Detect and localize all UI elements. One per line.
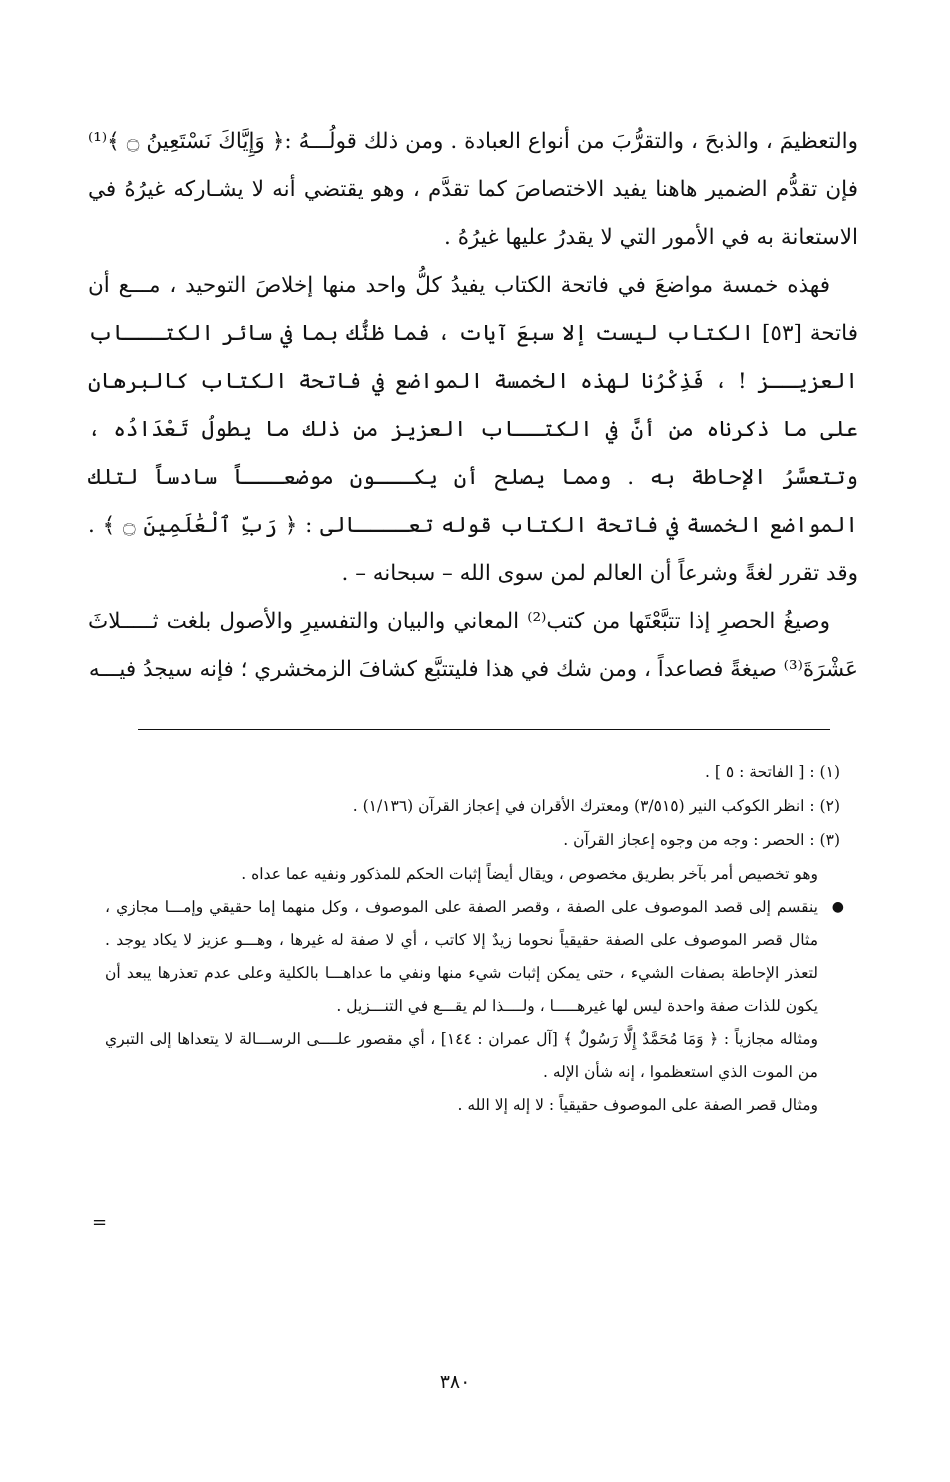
footnote-3-metaphorical-example: ومثاله مجازياً : ﴿ وَمَا مُحَمَّدٌ إِلَّا رَسُولٌ ﴾ [آل عمران : ١٤٤] ، أي مقصور علــــى الرســـالة لا يتعداها إلى التبري من الموت الذي استعظموا ، إنه شأن الإله . bbox=[105, 1030, 819, 1081]
footnote-3-bullet-paragraph bbox=[105, 891, 844, 1023]
main-paragraph-3: وصيغُ الحصرِ إذا تتبَّعْتَها من كتب⁽²⁾ المعاني والبيان والتفسيرِ والأصول بلغت ثـــــلاثَ عَشْرَةَ⁽³⁾ صيغةً فصاعداً ، ومن شك في هذا فليتتبَّع كشافَ الزمخشري ؛ فإنه سيجدُ فيـــه bbox=[88, 609, 858, 682]
footnote-3-definition: وهو تخصيص أمر بآخر بطريق مخصوص ، ويقال أيضاً إثبات الحكم للمذكور ونفيه عما عداه . bbox=[241, 865, 818, 883]
page-number: ٣٨٠ bbox=[439, 1371, 471, 1393]
footnote-3: (٣) : الحصر : وجه من وجوه إعجاز القرآن . bbox=[563, 831, 840, 849]
main-text-body bbox=[88, 118, 858, 694]
footnote-1: (١) : [ الفاتحة : ٥ ] . bbox=[705, 763, 840, 781]
footnote-2: (٢) : انظر الكوكب النير (٣/٥١٥) ومعترك الأقران في إعجاز القرآن (١/١٣٦) . bbox=[352, 797, 840, 815]
continuation-mark: = bbox=[92, 1212, 108, 1233]
footnote-3-bullet-text: ينقسم إلى قصد الموصوف على الصفة ، وقصر الصفة على الموصوف ، وكل منهما إما حقيقي وإمـــا مجازي ، مثال قصر الموصوف على الصفة حقيقياً نحوما زيدٌ إلا كاتب ، أي لا صفة له غيرها ، وهـــو عزيز لا يكاد يوجد . لتعذر الإحاطة بصفات الشيء ، حتى يمكن إثبات شيء منها ونفي ما عداهـــا بالكلية وعلى عدم تعذرها يبعد أن يكون للذات صفة واحدة ليس لها غيرهـــــا ، ولــــذا لم يقـــع في التنـــزيل . bbox=[105, 898, 818, 1015]
bullet-icon: ● bbox=[831, 899, 844, 915]
footnote-divider bbox=[138, 729, 830, 730]
main-paragraph-1: والتعظيمَ ، والذبحَ ، والتقرُّبَ من أنواع العبادة . ومن ذلك قولُـــهُ :﴿ وَإِيَّاكَ نَسْتَعِينُ ۝ ﴾⁽¹⁾ فإن تقدُّم الضمير هاهنا يفيد الاختصاصَ كما تقدَّم ، وهو يقتضي أنه لا يشـاركه غيرُهُ في الاستعانة به في الأمور التي لا يقدرُ عليها غيرُهُ . bbox=[88, 129, 859, 250]
footnotes-section bbox=[105, 756, 844, 1122]
footnote-3-real-example: ومثال قصر الصفة على الموصوف حقيقياً : لا إله إلا الله . bbox=[457, 1096, 818, 1114]
main-paragraph-2: فهذه خمسة مواضعَ في فاتحة الكتاب يفيدُ كلُّ واحد منها إخلاصَ التوحيد ، مـــع أن فاتحة [٥٣] الكتاب ليست إلا سبعَ آيات ، فما ظنُّك بما في سائر الكتـــاب العزيــز ! ، فَذِكْرُنا لهذه الخمسة المواضع في فاتحة الكتاب كالبرهان على ما ذكرناه من أنَّ في الكتــاب العزيز من ذلك ما يطولُ تَعْدَادُه ، وتتعسَّرُ الإحاطة به . ومما يصلح أن يكـــون موضعـــاً سادساً لتلك المواضع الخمسة في فاتحة الكتاب قوله تعــــالى : ﴿ رَبِّ ٱلْعَٰلَمِينَ ۝ ﴾ . وقد تقرر لغةً وشرعاً أن العالم لمن سوى الله – سبحانه – . bbox=[88, 273, 858, 586]
